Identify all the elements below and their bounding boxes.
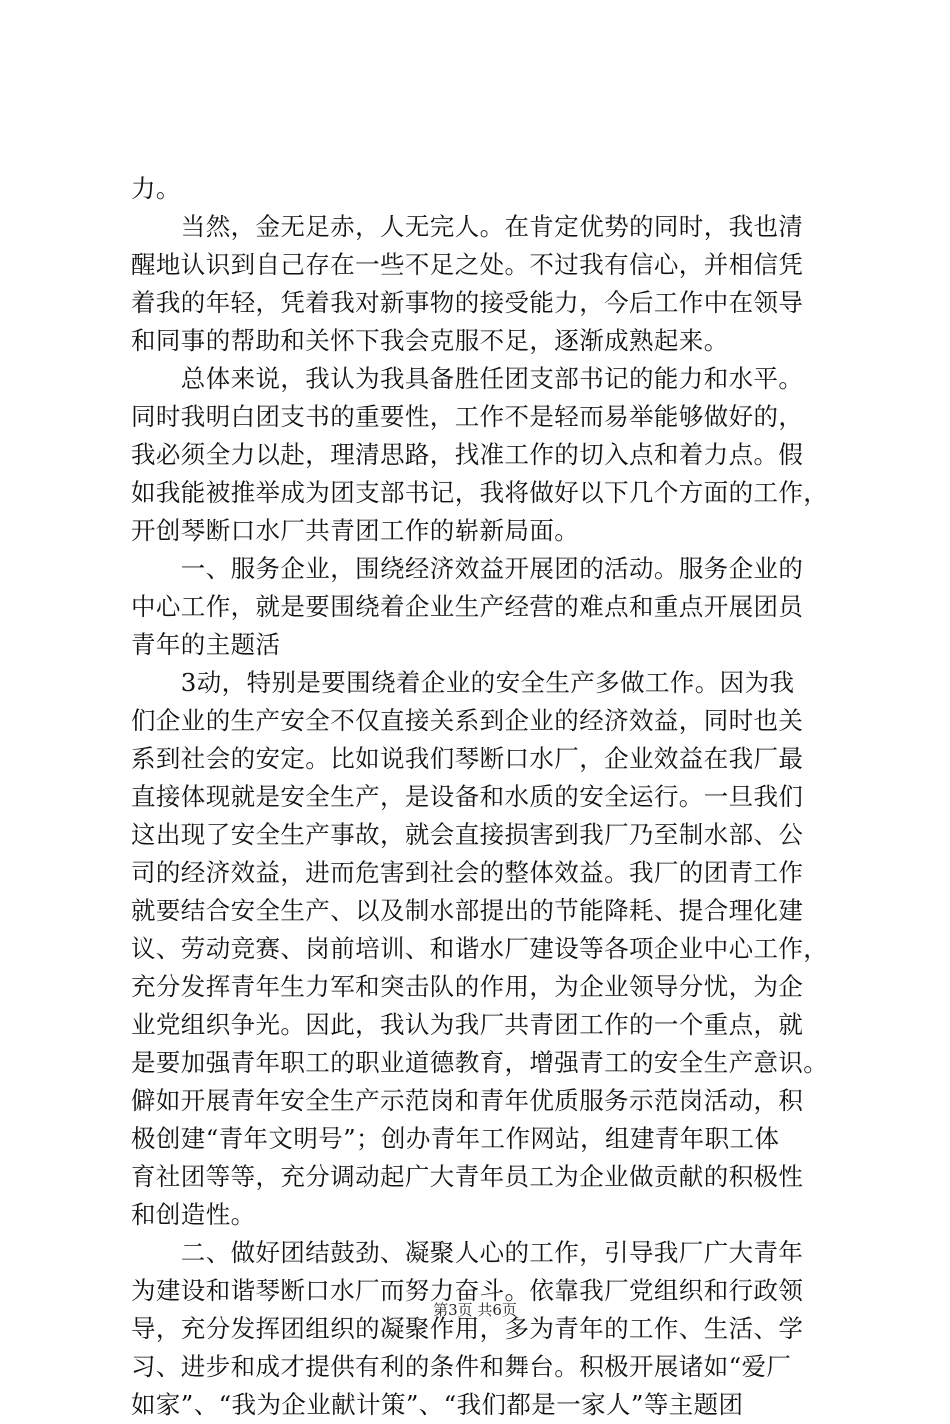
text-line: 3动，特别是要围绕着企业的安全生产多做工作。因为我 — [131, 668, 795, 697]
text-line: 醒地认识到自己存在一些不足之处。不过我有信心，并相信凭 — [131, 250, 804, 279]
text-line: 习、进步和成才提供有利的条件和舞台。积极开展诸如“爱厂 — [131, 1352, 792, 1381]
text-line: 和创造性。 — [131, 1200, 256, 1229]
text-line: 是要加强青年职工的职业道德教育，增强青工的安全生产意识。 — [131, 1048, 829, 1077]
text-line: 僻如开展青年安全生产示范岗和青年优质服务示范岗活动，积 — [131, 1086, 804, 1115]
text-line: 总体来说，我认为我具备胜任团支部书记的能力和水平。 — [131, 364, 804, 393]
text-line: 当然，金无足赤，人无完人。在肯定优势的同时，我也清 — [131, 212, 804, 241]
text-line: 如家”、“我为企业献计策”、“我们都是一家人”等主题团 — [131, 1390, 744, 1419]
text-line: 系到社会的安定。比如说我们琴断口水厂，企业效益在我厂最 — [131, 744, 804, 773]
text-line: 充分发挥青年生力军和突击队的作用，为企业领导分忧，为企 — [131, 972, 804, 1001]
text-line: 我必须全力以赴，理清思路，找准工作的切入点和着力点。假 — [131, 440, 804, 469]
text-line: 开创琴断口水厂共青团工作的崭新局面。 — [131, 516, 580, 545]
text-line: 导，充分发挥团组织的凝聚作用，多为青年的工作、生活、学 — [131, 1314, 804, 1343]
text-line: 业党组织争光。因此，我认为我厂共青团工作的一个重点，就 — [131, 1010, 804, 1039]
text-line: 同时我明白团支书的重要性，工作不是轻而易举能够做好的， — [131, 402, 804, 431]
text-line: 着我的年轻，凭着我对新事物的接受能力，今后工作中在领导 — [131, 288, 804, 317]
text-line: 如我能被推举成为团支部书记，我将做好以下几个方面的工作， — [131, 478, 829, 507]
text-line: 力。 — [131, 174, 181, 203]
text-line: 这出现了安全生产事故，就会直接损害到我厂乃至制水部、公 — [131, 820, 804, 849]
document-body — [131, 170, 831, 1424]
text-line: 议、劳动竞赛、岗前培训、和谐水厂建设等各项企业中心工作， — [131, 934, 829, 963]
page-number-footer: 第3页 共6页 — [433, 1301, 517, 1319]
text-line: 和同事的帮助和关怀下我会克服不足，逐渐成熟起来。 — [131, 326, 729, 355]
text-line: 就要结合安全生产、以及制水部提出的节能降耗、提合理化建 — [131, 896, 804, 925]
text-line: 极创建“青年文明号”；创办青年工作网站，组建青年职工体 — [131, 1124, 780, 1153]
text-line: 直接体现就是安全生产，是设备和水质的安全运行。一旦我们 — [131, 782, 804, 811]
text-line: 一、服务企业，围绕经济效益开展团的活动。服务企业的 — [131, 554, 804, 583]
text-line: 育社团等等，充分调动起广大青年员工为企业做贡献的积极性 — [131, 1162, 804, 1191]
text-line: 二、做好团结鼓劲、凝聚人心的工作，引导我厂广大青年 — [131, 1238, 804, 1267]
text-line: 青年的主题活 — [131, 630, 281, 659]
text-line: 们企业的生产安全不仅直接关系到企业的经济效益，同时也关 — [131, 706, 804, 735]
text-line: 中心工作，就是要围绕着企业生产经营的难点和重点开展团员 — [131, 592, 804, 621]
text-line: 司的经济效益，进而危害到社会的整体效益。我厂的团青工作 — [131, 858, 804, 887]
text-line: 为建设和谐琴断口水厂而努力奋斗。依靠我厂党组织和行政领 — [131, 1276, 804, 1305]
